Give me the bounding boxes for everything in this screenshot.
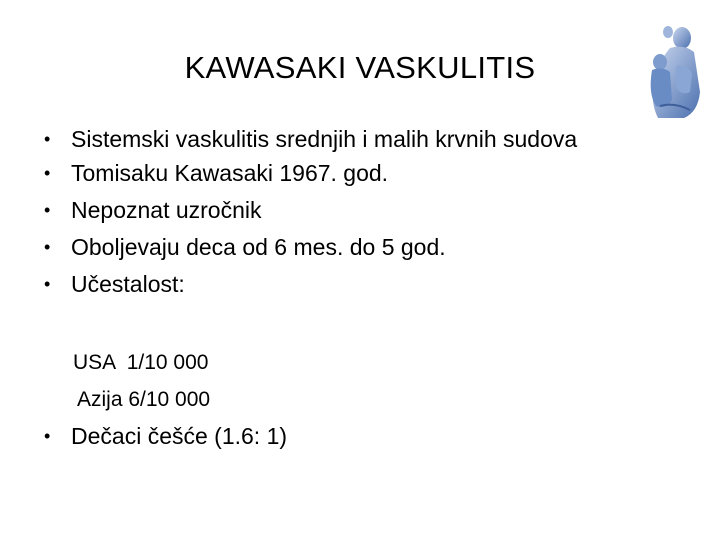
mother-child-statue-icon bbox=[640, 22, 706, 120]
frequency-asia: Azija 6/10 000 bbox=[77, 388, 211, 411]
bullet-text: Tomisaku Kawasaki 1967. god. bbox=[71, 160, 389, 186]
bullet-text: Dečaci češće (1.6: 1) bbox=[71, 423, 288, 449]
list-item bbox=[40, 421, 691, 451]
bullet-marker: • bbox=[44, 129, 51, 149]
list-item bbox=[40, 233, 660, 261]
bullet-text: Oboljevaju deca od 6 mes. do 5 god. bbox=[71, 234, 446, 260]
bullet-text: Učestalost: bbox=[71, 271, 185, 297]
slide-title: KAWASAKI VASKULITIS bbox=[184, 50, 536, 85]
list-item bbox=[40, 270, 660, 298]
list-item bbox=[40, 125, 660, 153]
list-item bbox=[40, 159, 660, 187]
frequency-usa: USA 1/10 000 bbox=[73, 351, 209, 374]
bullet-text: Sistemski vaskulitis srednjih i malih krvnih sudova bbox=[71, 126, 578, 152]
bullet-marker: • bbox=[44, 200, 51, 220]
bullet-list bbox=[40, 125, 660, 307]
bullet-marker: • bbox=[44, 274, 51, 294]
list-item bbox=[40, 196, 660, 224]
bullet-text: Nepoznat uzročnik bbox=[71, 197, 262, 223]
bullet-marker: • bbox=[44, 237, 51, 257]
bullet-marker: • bbox=[44, 426, 51, 446]
bullet-marker: • bbox=[44, 163, 51, 183]
